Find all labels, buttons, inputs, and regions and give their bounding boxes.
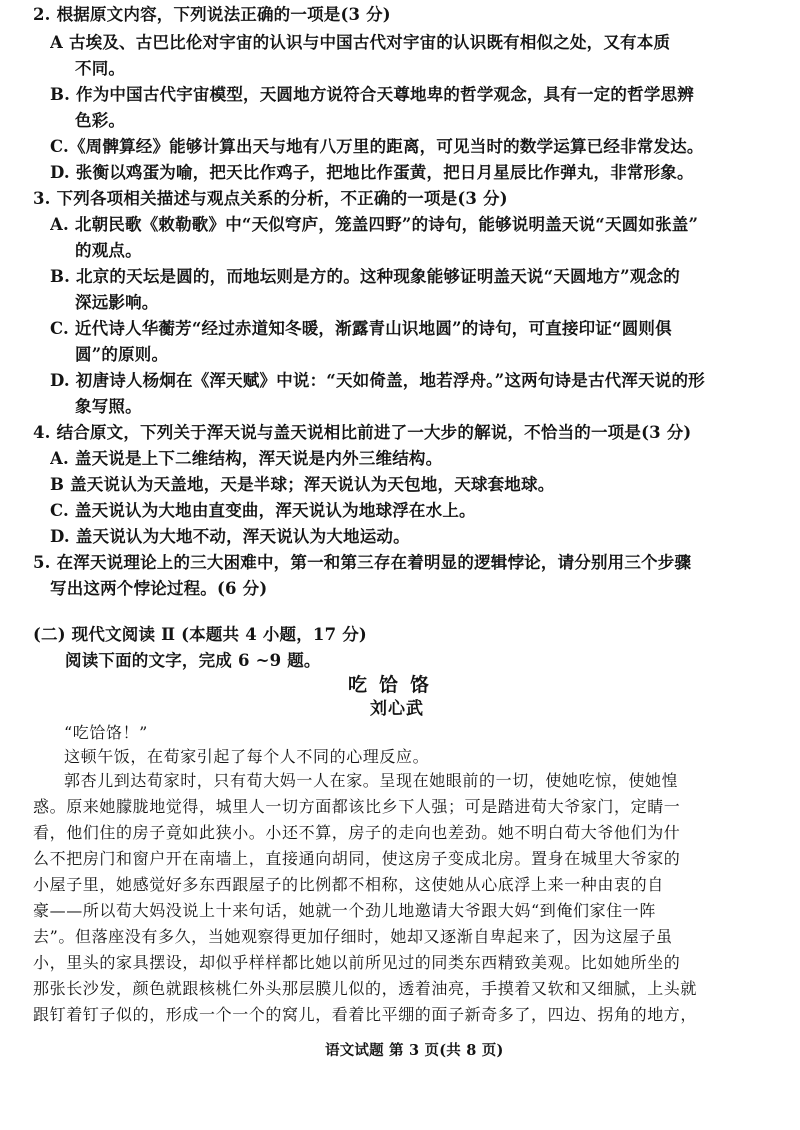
question-3-option-b-cont: 深远影响。 (75, 293, 159, 312)
question-3-option-c: C. 近代诗人华蘅芳“经过赤道知冬暖，渐露青山识地圆”的诗句，可直接印证“圆则俱 (50, 319, 672, 338)
question-4-option-b: B 盖天说认为天盖地，天是半球；浑天说认为天包地，天球套地球。 (50, 475, 555, 494)
story-line: 么不把房门和窗户开在南墙上，直接通向胡同，使这房子变成北房。置身在城里大爷家的 (33, 849, 681, 868)
question-3-option-a-cont: 的观点。 (75, 241, 142, 260)
question-4-option-c: C. 盖天说认为大地由直变曲，浑天说认为地球浮在水上。 (50, 501, 476, 520)
section-2-heading: (二) 现代文阅读 Ⅱ (本题共 4 小题，17 分) (33, 625, 367, 644)
question-2-option-b: B. 作为中国古代宇宙模型，天圆地方说符合天尊地卑的哲学观念，具有一定的哲学思辨 (50, 85, 694, 104)
question-4-stem: 4. 结合原文，下列关于浑天说与盖天说相比前进了一大步的解说，不恰当的一项是(3 分) (33, 423, 692, 442)
question-2-stem: 2. 根据原文内容，下列说法正确的一项是(3 分) (33, 5, 391, 24)
question-2-option-d: D. 张衡以鸡蛋为喻，把天比作鸡子，把地比作蛋黄，把日月星辰比作弹丸，非常形象。 (50, 163, 694, 182)
section-2-instruction: 阅读下面的文字，完成 6 ~9 题。 (65, 651, 321, 670)
story-line: 小屋子里，她感觉好多东西跟屋子的比例都不相称，这使她从心底浮上来一种由衷的自 (33, 875, 664, 894)
story-line: 跟钉着钉子似的，形成一个一个的窝儿，看着比平绷的面子新奇多了，四边、拐角的地方， (33, 1005, 698, 1024)
story-author: 刘心武 (370, 699, 424, 719)
story-line: 小，里头的家具摆设，却似乎样样都比她以前所见过的同类东西精致美观。比如她所坐的 (33, 953, 681, 972)
story-title: 吃饸饹 (348, 674, 442, 696)
story-line: 那张长沙发，颜色就跟核桃仁外头那层膜儿似的，透着油亮，手摸着又软和又细腻，上头就 (33, 979, 698, 998)
page-footer: 语文试题 第 3 页(共 8 页) (325, 1042, 504, 1059)
story-line: 惑。原来她朦胧地觉得，城里人一切方面都该比乡下人强；可是踏进荀大爷家门，定睛一 (33, 797, 681, 816)
question-3-option-b: B. 北京的天坛是圆的，而地坛则是方的。这种现象能够证明盖天说“天圆地方”观念的 (50, 267, 680, 286)
question-2-option-a: A 古埃及、古巴比伦对宇宙的认识与中国古代对宇宙的认识既有相似之处，又有本质 (50, 33, 671, 52)
story-line: 看，他们住的房子竟如此狭小。小还不算，房子的走向也差劲。她不明白荀大爷他们为什 (33, 823, 681, 842)
question-5-stem: 5. 在浑天说理论上的三大困难中，第一和第三存在着明显的逻辑悖论，请分别用三个步骤 (33, 553, 692, 572)
question-3-option-c-cont: 圆”的原则。 (75, 345, 169, 364)
question-2-option-a-cont: 不同。 (75, 59, 126, 78)
question-3-stem: 3. 下列各项相关描述与观点关系的分析，不正确的一项是(3 分) (33, 189, 508, 208)
story-line: 去”。但落座没有多久，当她观察得更加仔细时，她却又逐渐自卑起来了，因为这屋子虽 (33, 927, 673, 946)
story-line: 这顿午饭，在荀家引起了每个人不同的心理反应。 (64, 747, 430, 766)
question-5-stem-cont: 写出这两个悖论过程。(6 分) (50, 579, 268, 598)
story-line: 郭杏儿到达荀家时，只有荀大妈一人在家。呈现在她眼前的一切，使她吃惊，使她惶 (64, 771, 679, 790)
story-line: “吃饸饹！” (64, 723, 148, 742)
question-4-option-a: A. 盖天说是上下二维结构，浑天说是内外三维结构。 (50, 449, 443, 468)
question-3-option-d-cont: 象写照。 (75, 397, 142, 416)
question-2-option-c: C.《周髀算经》能够计算出天与地有八万里的距离，可见当时的数学运算已经非常发达。 (50, 137, 704, 156)
question-2-option-b-cont: 色彩。 (75, 111, 126, 130)
question-4-option-d: D. 盖天说认为大地不动，浑天说认为大地运动。 (50, 527, 410, 546)
question-3-option-d: D. 初唐诗人杨炯在《浑天赋》中说：“天如倚盖，地若浮舟。”这两句诗是古代浑天说的形 (50, 371, 705, 390)
story-line: 豪——所以荀大妈没说上十来句话，她就一个劲儿地邀请大爷跟大妈“到俺们家住一阵 (33, 901, 656, 920)
question-3-option-a: A. 北朝民歌《敕勒歌》中“天似穹庐，笼盖四野”的诗句，能够说明盖天说“天圆如张盖” (50, 215, 699, 234)
